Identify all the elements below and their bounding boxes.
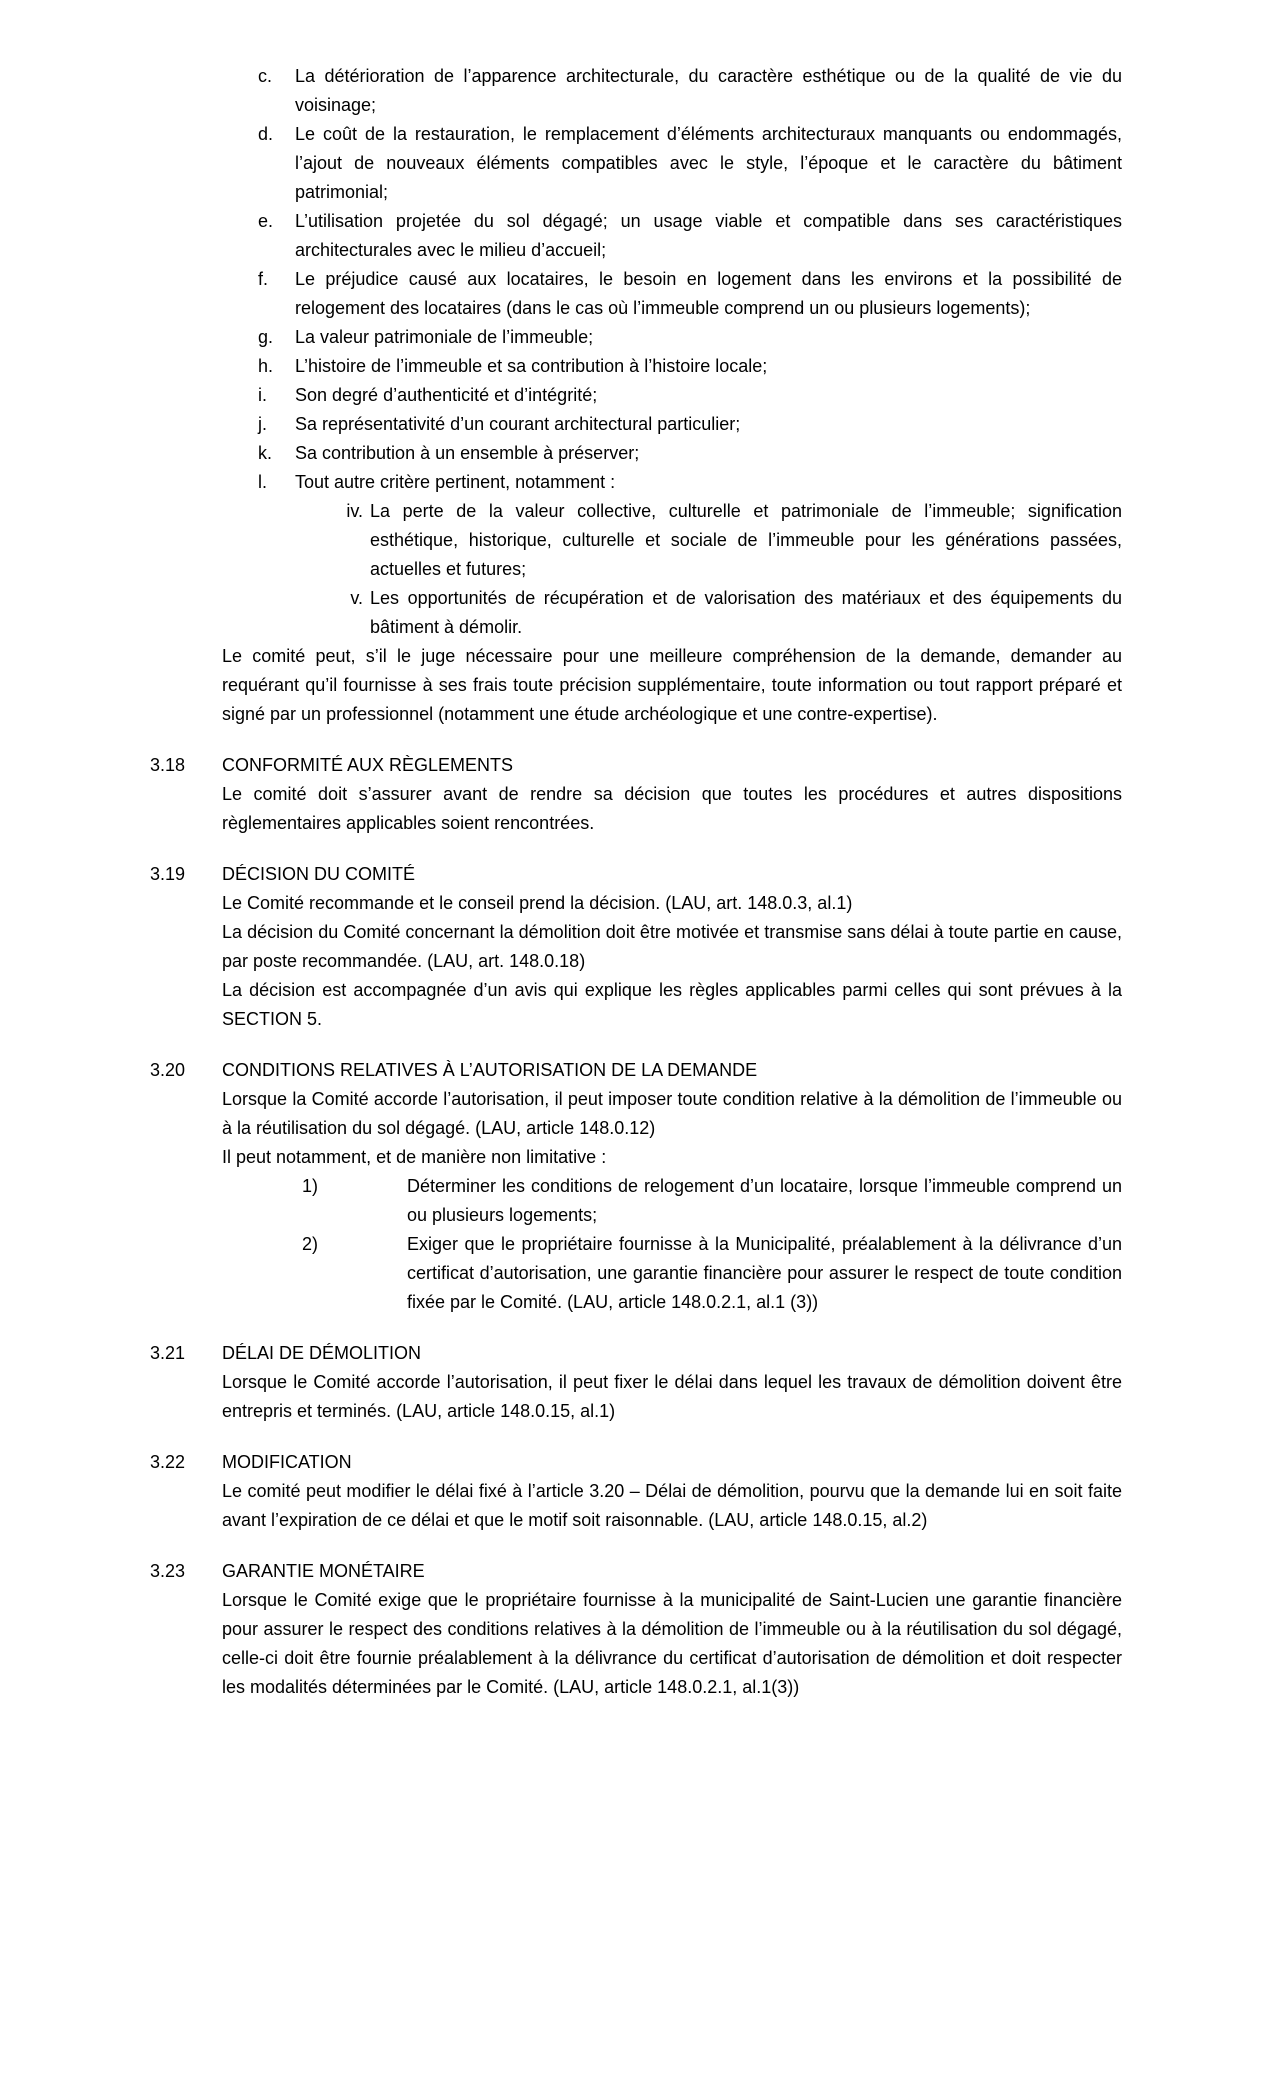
list-marker: g. (258, 327, 274, 347)
section-title: DÉLAI DE DÉMOLITION (222, 1343, 422, 1363)
list-item-text: La valeur patrimoniale de l’immeuble; (295, 327, 594, 347)
list-item-text: Sa contribution à un ensemble à préserver; (295, 443, 640, 463)
section-heading (150, 751, 1122, 780)
section-title: DÉCISION DU COMITÉ (222, 864, 416, 884)
list-item-text: La détérioration de l’apparence architecturale, du caractère esthétique ou de la qualité de vie du voisinage; (295, 66, 1122, 115)
section-paragraph: Lorsque le Comité accorde l’autorisation, il peut fixer le délai dans lequel les travaux de démolition doivent être entrepris et terminés. (LAU, article 148.0.15, al.1) (222, 1372, 1122, 1421)
section-3-20 (150, 1056, 1122, 1317)
list-marker: f. (258, 269, 269, 289)
list-item (302, 1230, 1122, 1317)
list-marker: e. (258, 211, 274, 231)
section-3-18 (150, 751, 1122, 838)
list-item (334, 497, 1122, 584)
section-paragraph: Il peut notamment, et de manière non limitative : (222, 1147, 607, 1167)
list-item-text: L’utilisation projetée du sol dégagé; un usage viable et compatible dans ses caractéristiques architecturales avec le milieu d’accueil; (295, 211, 1122, 260)
list-marker: 1) (302, 1176, 319, 1196)
list-item (302, 1172, 1122, 1230)
section-number: 3.21 (150, 1343, 186, 1363)
list-item-text: Le préjudice causé aux locataires, le besoin en logement dans les environs et la possibilité de relogement des locataires (dans le cas où l’immeuble comprend un ou plusieurs logements); (295, 269, 1122, 318)
section-3-22 (150, 1448, 1122, 1535)
list-item (258, 468, 1122, 497)
list-item (258, 410, 1122, 439)
section-paragraph: La décision du Comité concernant la démolition doit être motivée et transmise sans délai à toute partie en cause, par poste recommandée. (LAU, art. 148.0.18) (222, 922, 1122, 971)
section-number: 3.18 (150, 755, 186, 775)
list-item-text: L’histoire de l’immeuble et sa contribution à l’histoire locale; (295, 356, 768, 376)
list-item (258, 439, 1122, 468)
list-marker: c. (258, 66, 273, 86)
list-item-text: Le coût de la restauration, le remplacement d’éléments architecturaux manquants ou endommagés, l’ajout de nouveaux éléments compatibles avec le style, l’époque et le caractère du bâtiment patrimonial; (295, 124, 1122, 202)
list-item-text: Sa représentativité d’un courant architectural particulier; (295, 414, 741, 434)
section-title: CONDITIONS RELATIVES À L’AUTORISATION DE LA DEMANDE (222, 1060, 758, 1080)
section-number: 3.19 (150, 864, 186, 884)
list-item (258, 120, 1122, 207)
list-item-text: Les opportunités de récupération et de valorisation des matériaux et des équipements du bâtiment à démolir. (370, 588, 1122, 637)
section-paragraph: Le comité peut modifier le délai fixé à l’article 3.20 – Délai de démolition, pourvu que la demande lui en soit faite avant l’expiration de ce délai et que le motif soit raisonnable. (LAU, article 148.0.15, al.2) (222, 1481, 1122, 1530)
list-marker: 2) (302, 1234, 319, 1254)
list-marker: i. (258, 385, 267, 405)
section-number: 3.20 (150, 1060, 186, 1080)
section-3-19 (150, 860, 1122, 1034)
list-marker: l. (258, 472, 267, 492)
section-title: CONFORMITÉ AUX RÈGLEMENTS (222, 755, 514, 775)
list-item-text: Exiger que le propriétaire fournisse à la Municipalité, préalablement à la délivrance d’un certificat d’autorisation, une garantie financière pour assurer le respect de toute condition fixée par le Comité. (LAU, article 148.0.2.1, al.1 (3)) (407, 1234, 1122, 1312)
section-number: 3.23 (150, 1561, 186, 1581)
list-item (258, 352, 1122, 381)
list-item (258, 207, 1122, 265)
list-item-text: Déterminer les conditions de relogement d’un locataire, lorsque l’immeuble comprend un ou plusieurs logements; (407, 1176, 1122, 1225)
list-item (258, 265, 1122, 323)
section-heading (150, 1056, 1122, 1085)
intro-paragraph: Le comité peut, s’il le juge nécessaire pour une meilleure compréhension de la demande, demander au requérant qu’il fournisse à ses frais toute précision supplémentaire, toute information ou tout rapport préparé et signé par un professionnel (notamment une étude archéologique et une contre-expertise). (222, 646, 1122, 724)
list-marker: v. (350, 588, 363, 608)
numbered-list (222, 1172, 1122, 1317)
list-item (258, 62, 1122, 120)
section-3-23 (150, 1557, 1122, 1702)
section-heading (150, 1448, 1122, 1477)
list-marker: j. (258, 414, 267, 434)
section-paragraph: Lorsque la Comité accorde l’autorisation, il peut imposer toute condition relative à la démolition de l’immeuble ou à la réutilisation du sol dégagé. (LAU, article 148.0.12) (222, 1089, 1122, 1138)
list-marker: h. (258, 356, 274, 376)
list-item-text: Tout autre critère pertinent, notamment : (295, 472, 616, 492)
list-marker: d. (258, 124, 274, 144)
section-paragraph: Le comité doit s’assurer avant de rendre sa décision que toutes les procédures et autres dispositions règlementaires applicables soient rencontrées. (222, 784, 1122, 833)
roman-sublist (222, 497, 1122, 642)
list-item-text: La perte de la valeur collective, culturelle et patrimoniale de l’immeuble; signification esthétique, historique, culturelle et sociale de l’immeuble pour les générations passées, actuelles et futures; (370, 501, 1122, 579)
section-heading (150, 1557, 1122, 1586)
section-paragraph: La décision est accompagnée d’un avis qui explique les règles applicables parmi celles qui sont prévues à la SECTION 5. (222, 980, 1122, 1029)
list-marker: k. (258, 443, 273, 463)
section-heading (150, 1339, 1122, 1368)
list-item (258, 323, 1122, 352)
list-item-text: Son degré d’authenticité et d’intégrité; (295, 385, 598, 405)
section-paragraph: Le Comité recommande et le conseil prend la décision. (LAU, art. 148.0.3, al.1) (222, 893, 853, 913)
lettered-list (222, 62, 1122, 497)
list-item (334, 584, 1122, 642)
section-number: 3.22 (150, 1452, 186, 1472)
section-title: MODIFICATION (222, 1452, 352, 1472)
document-content (150, 62, 1122, 1702)
list-marker: iv. (346, 501, 363, 521)
section-heading (150, 860, 1122, 889)
section-3-21 (150, 1339, 1122, 1426)
section-title: GARANTIE MONÉTAIRE (222, 1561, 425, 1581)
list-item (258, 381, 1122, 410)
section-paragraph: Lorsque le Comité exige que le propriétaire fournisse à la municipalité de Saint-Lucien une garantie financière pour assurer le respect des conditions relatives à la démolition de l’immeuble ou à la réutilisation du sol dégagé, celle-ci doit être fournie préalablement à la délivrance du certificat d’autorisation de démolition et doit respecter les modalités déterminées par le Comité. (LAU, article 148.0.2.1, al.1(3)) (222, 1590, 1122, 1697)
